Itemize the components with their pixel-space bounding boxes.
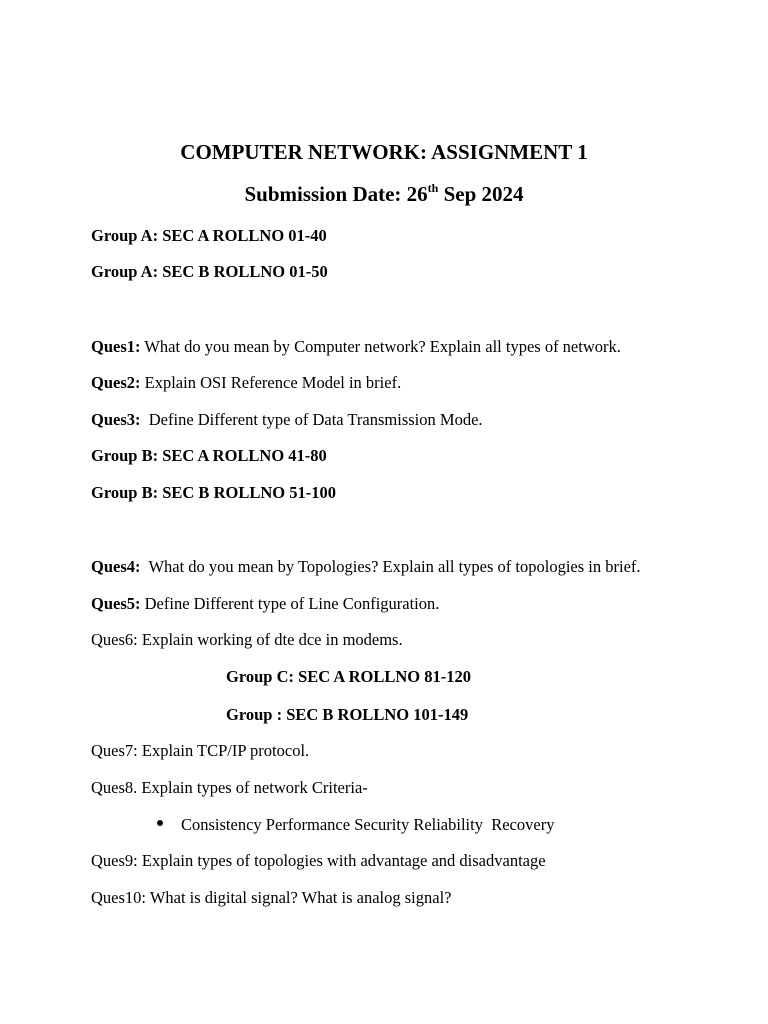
group-b-sec-b: [91, 483, 336, 503]
question-3: [91, 410, 483, 430]
submission-date-prefix: Submission Date: 26: [244, 182, 428, 206]
question-2: [91, 373, 401, 393]
question-4-text: What do you mean by Topologies? Explain all types of topologies in brief.: [140, 557, 641, 576]
question-8: Ques8. Explain types of network Criteria-: [91, 778, 368, 797]
bullet-icon: [157, 820, 163, 826]
question-3-text: Define Different type of Data Transmission Mode.: [140, 410, 483, 429]
group-a-sec-b: [91, 262, 328, 282]
question-10: Ques10: What is digital signal? What is analog signal?: [91, 888, 452, 907]
question-1-text: What do you mean by Computer network? Explain all types of network.: [140, 337, 621, 356]
question-7: Ques7: Explain TCP/IP protocol.: [91, 741, 310, 760]
group-c-sec-b: [226, 705, 468, 725]
group-a-sec-a: [91, 226, 327, 246]
question-3-label: Ques3:: [91, 410, 141, 429]
group-c-sec-a: [226, 667, 471, 687]
question-2-text: Explain OSI Reference Model in brief.: [140, 373, 402, 392]
submission-date-sup: th: [427, 181, 439, 195]
question-2-label: Ques2:: [91, 373, 141, 392]
submission-date-suffix: Sep 2024: [438, 182, 524, 206]
group-b-sec-a-text: Group B: SEC A ROLLNO 41-80: [91, 446, 327, 465]
question-1: [91, 337, 621, 357]
group-a-sec-a-text: Group A: SEC A ROLLNO 01-40: [91, 226, 327, 245]
group-c-sec-b-text: Group : SEC B ROLLNO 101-149: [226, 705, 469, 724]
question-5: [91, 594, 439, 614]
question-5-label: Ques5:: [91, 594, 141, 613]
question-1-label: Ques1:: [91, 337, 141, 356]
question-6: Ques6: Explain working of dte dce in modems.: [91, 630, 403, 649]
question-5-text: Define Different type of Line Configuration.: [140, 594, 440, 613]
question-4: [91, 557, 641, 577]
document-title: COMPUTER NETWORK: ASSIGNMENT 1: [180, 140, 588, 164]
question-9: Ques9: Explain types of topologies with advantage and disadvantage: [91, 851, 546, 870]
group-b-sec-b-text: Group B: SEC B ROLLNO 51-100: [91, 483, 336, 502]
question-8-bullet-item: Consistency Performance Security Reliability Recovery: [181, 815, 555, 834]
group-a-sec-b-text: Group A: SEC B ROLLNO 01-50: [91, 262, 328, 281]
question-4-label: Ques4:: [91, 557, 141, 576]
group-b-sec-a: [91, 446, 327, 466]
submission-date: [0, 181, 768, 207]
group-c-sec-a-text: Group C: SEC A ROLLNO 81-120: [226, 667, 471, 686]
